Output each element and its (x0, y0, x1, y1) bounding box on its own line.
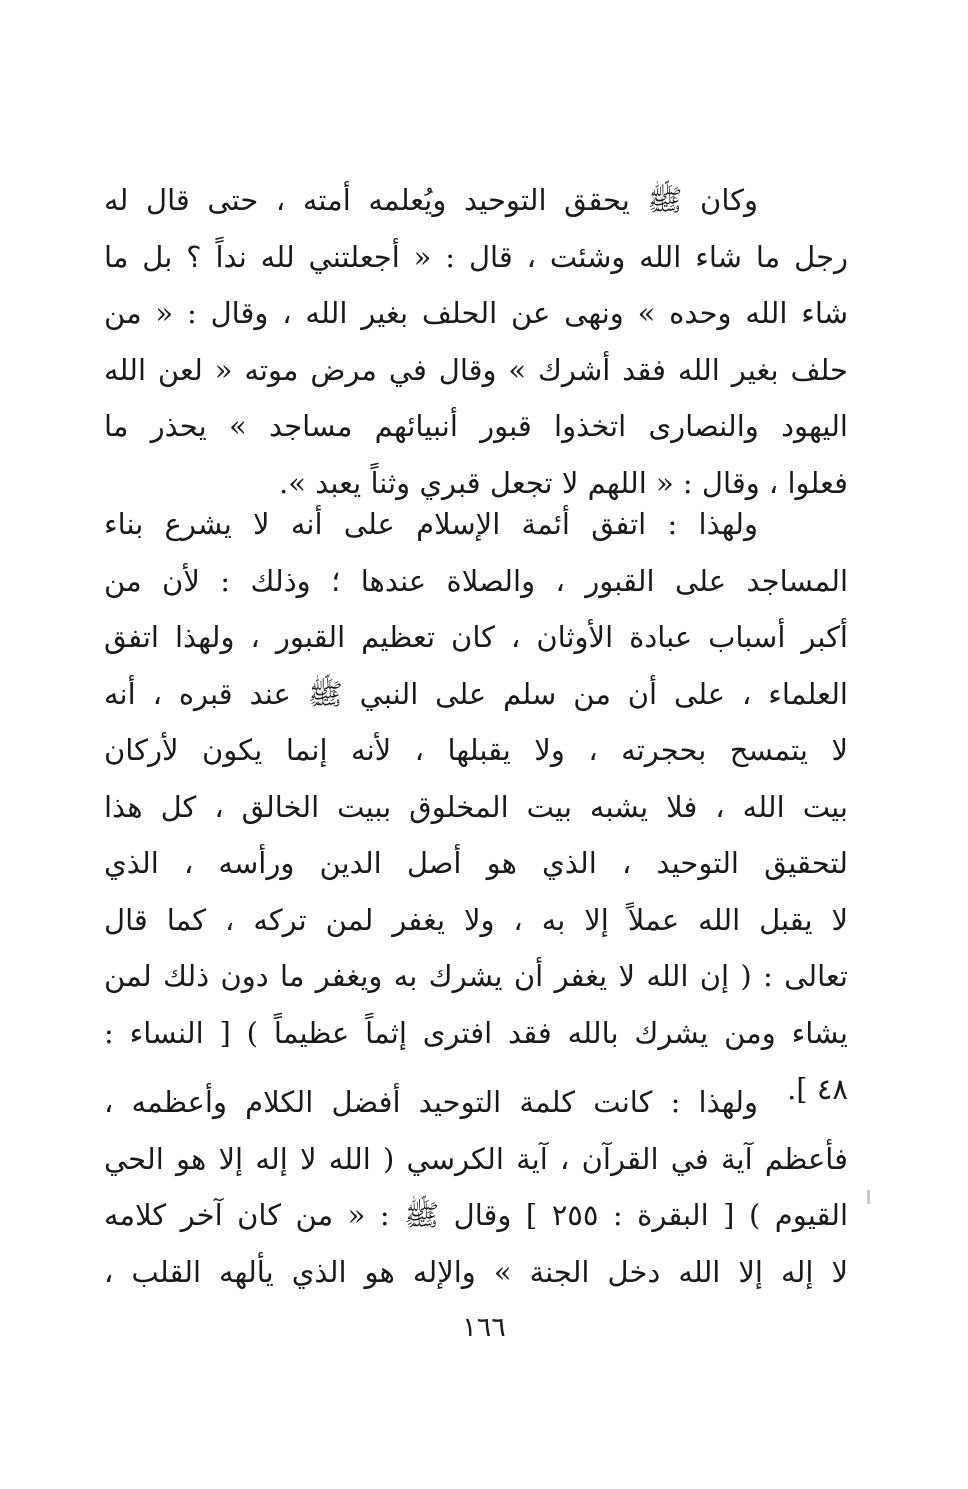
text-line: العلماء ، على أن من سلم على النبي ﷺ عند قبره ، أنه (104, 676, 848, 711)
paragraph-3 (104, 1074, 848, 1300)
text-line: ولهذا : كانت كلمة التوحيد أفضل الكلام وأعظمه ، (104, 1085, 758, 1119)
text-line: أكبر أسباب عبادة الأوثان ، كان تعظيم القبور ، ولهذا اتفق (104, 620, 848, 654)
text-line: لا إله إلا الله دخل الجنة » والإله هو الذي يألهه القلب ، (104, 1254, 848, 1289)
text-line: لا يقبل الله عملاً إلا به ، ولا يغفر لمن تركه ، كما قال (104, 902, 848, 937)
scan-mark (867, 1190, 870, 1204)
text-line: المساجد على القبور ، والصلاة عندها ؛ وذلك : لأن من (104, 563, 848, 598)
text-line: يشاء ومن يشرك بالله فقد افترى إثماً عظيماً ) [ النساء : (104, 1015, 848, 1050)
text-line: القيوم ) [ البقرة : ٢٥٥ ] وقال ﷺ : « من كان آخر كلامه (104, 1198, 848, 1232)
text-line: لتحقيق التوحيد ، الذي هو أصل الدين ورأسه ، الذي (104, 846, 848, 880)
text-line: وكان ﷺ يحقق التوحيد ويُعلمه أمته ، حتى قال له (104, 183, 758, 217)
text-line: بيت الله ، فلا يشبه بيت المخلوق ببيت الخالق ، كل هذا (104, 789, 848, 824)
page-number: ١٦٦ (462, 1312, 506, 1343)
text-line: شاء الله وحده » ونهى عن الحلف بغير الله ، وقال : « من (104, 296, 848, 330)
text-line: رجل ما شاء الله وشئت ، قال : « أجعلتني لله نداً ؟ بل ما (104, 239, 848, 274)
text-line: فعلوا ، وقال : « اللهم لا تجعل قبري وثناً يعبد ». (279, 465, 848, 500)
text-line: لا يتمسح بحجرته ، ولا يقبلها ، لأنه إنما يكون لأركان (104, 733, 848, 767)
text-line: اليهود والنصارى اتخذوا قبور أنبيائهم مساجد » يحذر ما (104, 409, 848, 443)
text-line: تعالى : ( إن الله لا يغفر أن يشرك به ويغفر ما دون ذلك لمن (104, 959, 848, 993)
text-line: ولهذا : اتفق أئمة الإسلام على أنه لا يشرع بناء (104, 507, 758, 541)
text-line: حلف بغير الله فقد أشرك » وقال في مرض موته « لعن الله (104, 352, 848, 387)
text-line: ٤٨ ]. (787, 1072, 848, 1106)
text-line: فأعظم آية في القرآن ، آية الكرسي ( الله لا إله إلا هو الحي (104, 1141, 848, 1176)
paragraph-2 (104, 496, 848, 1118)
paragraph-1 (104, 172, 848, 511)
